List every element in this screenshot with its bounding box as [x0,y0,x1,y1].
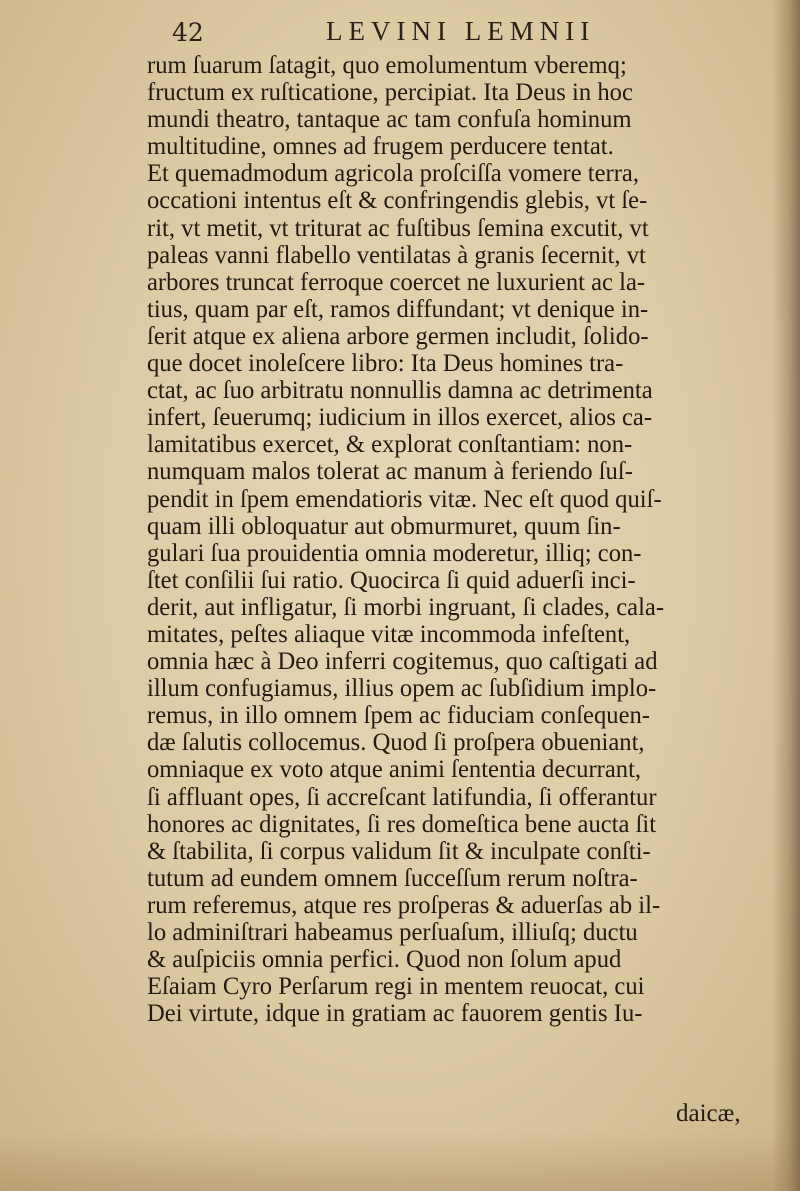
text-line: ſi affluant opes, ſi accreſcant latifundia, ſi offerantur [147,783,657,811]
text-line: omniaque ex voto atque animi ſententia decurrant, [147,756,642,784]
page-number: 42 [172,18,204,47]
text-line: lo adminiſtrari habeamus perſuaſum, illiuſq; ductu [147,919,638,946]
text-line: ſerit atque ex aliena arbore germen includit, ſolido- [147,322,649,350]
text-line: rum referemus, atque res proſperas & aduerſas ab il- [147,891,661,919]
text-line: lamitatibus exercet, & explorat conſtantiam: non- [147,431,633,459]
text-line: dæ ſalutis collocemus. Quod ſi proſpera obueniant, [147,729,645,757]
text-line: honores ac dignitates, ſi res domeſtica bene aucta ſit [147,810,657,838]
text-line: mundi theatro, tantaque ac tam confuſa hominum [147,106,632,134]
text-line: derit, aut infligatur, ſi morbi ingruant, ſi clades, cala- [147,593,665,621]
text-line: infert, ſeuerumq; iudicium in illos exercet, alios ca- [147,404,653,432]
text-line: paleas vanni flabello ventilatas à granis ſecernit, vt [147,241,646,269]
page-header [0,12,800,52]
running-head: LEVINI LEMNII [326,16,596,46]
page-bottom-edge [0,1131,800,1191]
text-line: quam illi obloquatur aut obmurmuret, quum ſin- [147,512,621,540]
catchword: daicæ, [676,1100,741,1127]
text-line: tius, quam par eſt, ramos diffundant; vt denique in- [147,295,649,323]
text-line: Et quemadmodum agricola proſciſſa vomere terra, [147,160,640,188]
text-line: que docet inoleſcere libro: Ita Deus homines tra- [147,350,624,378]
text-line: & auſpiciis omnia perfici. Quod non ſolum apud [147,946,622,974]
text-line: rit, vt metit, vt triturat ac fuſtibus ſemina excutit, vt [147,214,649,242]
text-line: Eſaiam Cyro Perſarum regi in mentem reuocat, cui [147,973,645,1001]
text-line: remus, in illo omnem ſpem ac fiduciam conſequen- [147,702,650,730]
text-line: Dei virtute, idque in gratiam ac fauorem gentis Iu- [147,1000,643,1028]
text-line: ctat, ac ſuo arbitratu nonnullis damna ac detrimenta [147,377,653,405]
text-line: arbores truncat ferroque coercet ne luxurient ac la- [147,268,646,296]
text-line: & ſtabilita, ſi corpus validum ſit & inculpate conſti- [147,837,651,865]
text-line: multitudine, omnes ad frugem perducere tentat. [147,133,614,161]
text-line: rum ſuarum ſatagit, quo emolumentum vberemq; [147,52,627,79]
body-text [147,52,787,1027]
text-line: illum confugiamus, illius opem ac ſubſidium implo- [147,675,657,703]
text-line: fructum ex ruſticatione, percipiat. Ita Deus in hoc [147,79,633,107]
text-line: tutum ad eundem omnem ſucceſſum rerum noſtra- [147,864,638,892]
text-line: occationi intentus eſt & confringendis glebis, vt ſe- [147,187,648,215]
text-line: gulari ſua prouidentia omnia moderetur, illiq; con- [147,539,642,567]
text-line: mitates, peſtes aliaque vitæ incommoda infeſtent, [147,620,631,648]
text-line: omnia hæc à Deo inferri cogitemus, quo caſtigati ad [147,648,658,676]
text-line: ſtet conſilii ſui ratio. Quocirca ſi quid aduerſi inci- [147,566,636,594]
text-line: pendit in ſpem emendatioris vitæ. Nec eſt quod quiſ- [147,485,662,513]
text-line: numquam malos tolerat ac manum à feriendo ſuſ- [147,458,633,486]
